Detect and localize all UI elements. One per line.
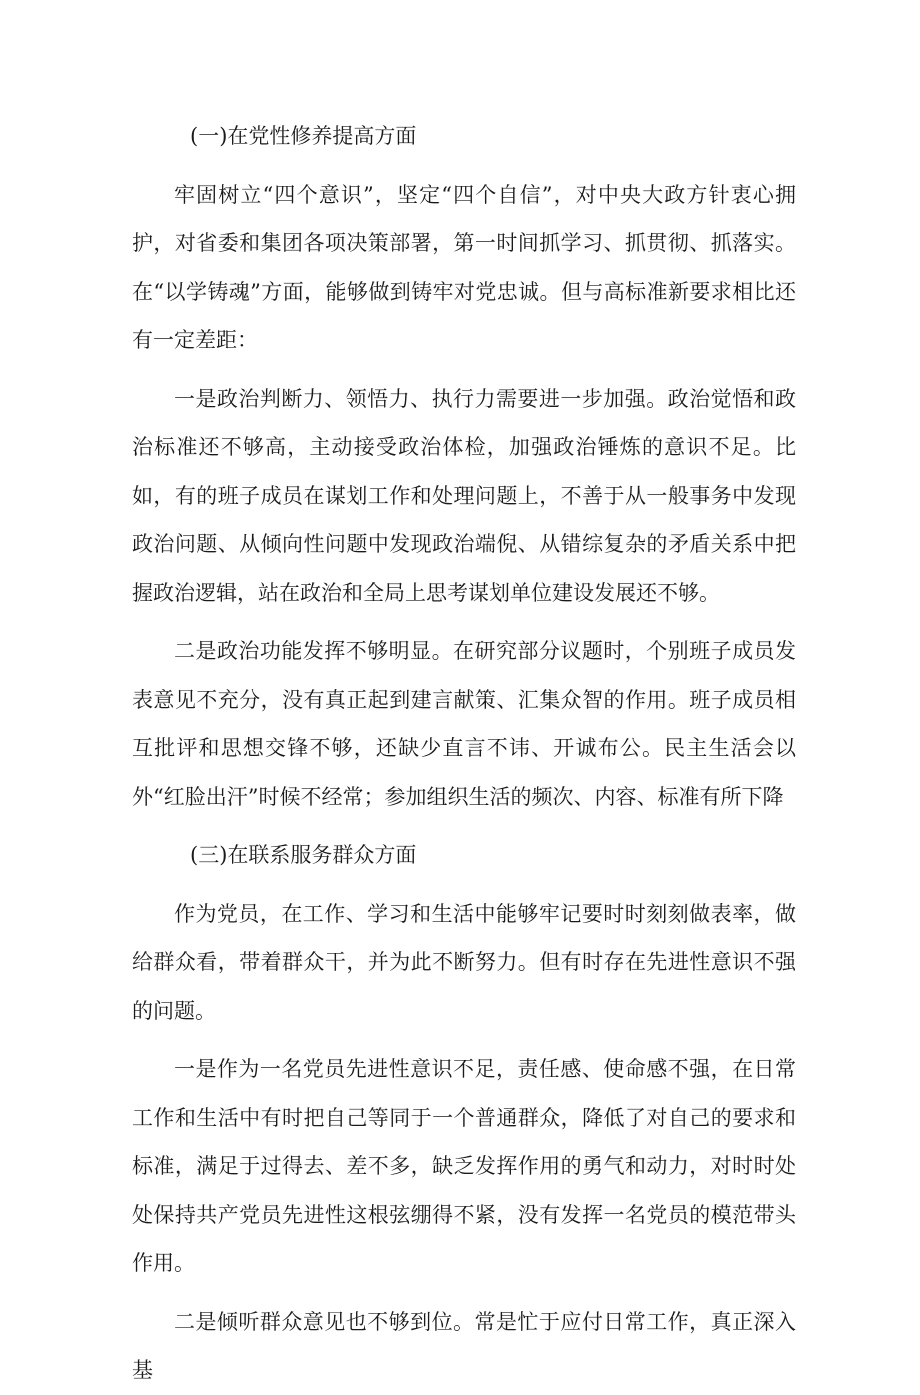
paragraph-four-consciousness: 牢固树立“四个意识”，坚定“四个自信”，对中央大政方针衷心拥护，对省委和集团各项决策部署，第一时间抓学习、抓贯彻、抓落实。在“以学铸魂”方面，能够做到铸牢对党忠诚。但与高标准新要求相比还有一定差距： xyxy=(132,182,796,352)
paragraph-vanguard-awareness: 一是作为一名党员先进性意识不足，责任感、使命感不强，在日常工作和生活中有时把自己等同于一个普通群众，降低了对自己的要求和标准，满足于过得去、差不多，缺乏发挥作用的勇气和动力，对时时处处保持共产党员先进性这根弦绷得不紧，没有发挥一名党员的模范带头作用。 xyxy=(132,1057,796,1275)
paragraph-listening-masses: 二是倾听群众意见也不够到位。常是忙于应付日常工作，真正深入基 xyxy=(132,1309,796,1382)
document-body xyxy=(132,112,796,1395)
paragraph-political-judgment: 一是政治判断力、领悟力、执行力需要进一步加强。政治觉悟和政治标准还不够高，主动接受政治体检，加强政治锤炼的意识不足。比如，有的班子成员在谋划工作和处理问题上，不善于从一般事务中发现政治问题、从倾向性问题中发现政治端倪、从错综复杂的矛盾关系中把握政治逻辑，站在政治和全局上思考谋划单位建设发展还不够。 xyxy=(132,386,796,605)
section-heading-party-spirit: (一)在党性修养提高方面 xyxy=(190,124,417,148)
paragraph-party-member-role: 作为党员，在工作、学习和生活中能够牢记要时时刻刻做表率，做给群众看，带着群众干，并为此不断努力。但有时存在先进性意识不强的问题。 xyxy=(132,901,796,1023)
section-heading-serving-masses: (三)在联系服务群众方面 xyxy=(190,843,417,867)
paragraph-political-function: 二是政治功能发挥不够明显。在研究部分议题时，个别班子成员发表意见不充分，没有真正起到建言献策、汇集众智的作用。班子成员相互批评和思想交锋不够，还缺少直言不讳、开诚布公。民主生活会以外“红脸出汗”时候不经常；参加组织生活的频次、内容、标准有所下降 xyxy=(132,639,796,809)
